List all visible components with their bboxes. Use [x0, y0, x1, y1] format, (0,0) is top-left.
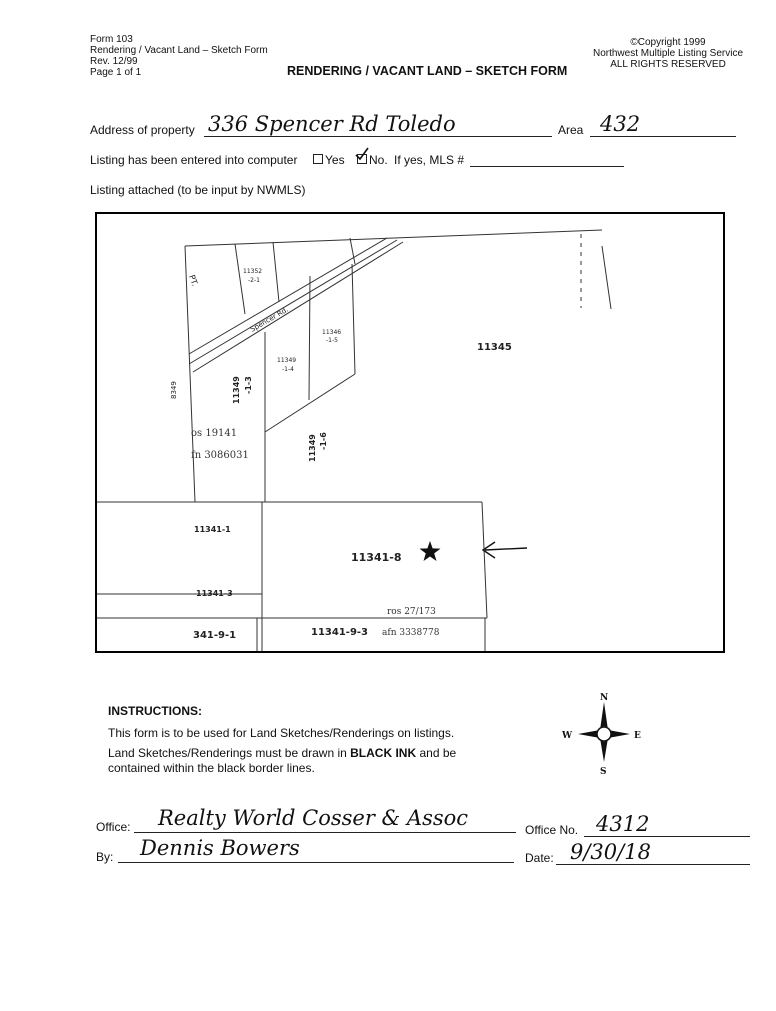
form-description: Rendering / Vacant Land – Sketch Form [90, 45, 268, 56]
address-value[interactable]: 336 Spencer Rd Toledo [208, 112, 456, 136]
parcel-11346: 11346 [322, 329, 342, 336]
organization: Northwest Multiple Listing Service [592, 48, 744, 59]
form-title: RENDERING / VACANT LAND – SKETCH FORM [287, 64, 568, 78]
compass-w: W [562, 731, 573, 741]
instructions-heading: INSTRUCTIONS: [108, 704, 202, 718]
parcel-11349-b: 11349 [232, 376, 241, 404]
date-label: Date: [525, 851, 554, 865]
office-underline [134, 832, 516, 833]
area-label: Area [558, 123, 584, 137]
parcel-11352-sub: -2-1 [248, 277, 260, 284]
parcel-11349-a-sub: -1-4 [282, 366, 294, 373]
office-no-underline [584, 836, 750, 837]
instructions-line-3: contained within the black border lines. [108, 761, 315, 775]
parcel-11341-3: 11341-3 [196, 589, 233, 598]
copyright-block [588, 37, 748, 70]
date-underline [556, 864, 750, 865]
afn-note-2: afn 3338778 [382, 628, 440, 638]
parcel-11349-b-sub: -1-3 [244, 376, 253, 394]
revision: Rev. 12/99 [90, 56, 138, 67]
parcel-11346-sub: -1-5 [326, 337, 338, 344]
instructions-line-2 [108, 746, 456, 760]
ros-note-2: ros 27/173 [387, 607, 436, 617]
compass-e: E [634, 731, 641, 741]
ros-note-1: os 19141 [191, 428, 238, 439]
mls-underline [470, 166, 624, 167]
parcel-left-number: 8349 [170, 381, 178, 399]
afn-note-1: fn 3086031 [191, 450, 249, 461]
sketch-area [95, 212, 725, 653]
parcel-11349-a: 11349 [277, 357, 297, 364]
parcel-pt: PT. [187, 273, 200, 288]
compass-n: N [600, 693, 609, 703]
copyright: ©Copyright 1999 [630, 37, 706, 48]
parcel-11352: 11352 [243, 268, 263, 275]
instructions-line-1: This form is to be used for Land Sketches/Renderings on listings. [108, 726, 455, 740]
no-label: No. [369, 153, 388, 167]
listing-attached-label: Listing attached (to be input by NWMLS) [90, 183, 306, 197]
by-label: By: [96, 850, 114, 864]
page-count: Page 1 of 1 [90, 67, 142, 78]
compass-rose-icon [556, 692, 652, 778]
by-value[interactable]: Dennis Bowers [140, 836, 300, 860]
yes-label: Yes [325, 153, 345, 167]
star-icon [420, 541, 441, 561]
office-value[interactable]: Realty World Cosser & Assoc [158, 806, 469, 830]
office-no-value[interactable]: 4312 [596, 812, 650, 836]
compass-s: S [600, 767, 607, 777]
parcel-11341-1: 11341-1 [194, 525, 231, 534]
instructions-line-2c: and be [416, 746, 457, 760]
form-number: Form 103 [90, 34, 133, 45]
address-label: Address of property [90, 123, 195, 137]
office-label: Office: [96, 820, 131, 834]
listing-entered-label: Listing has been entered into computer [90, 153, 298, 167]
parcel-11345: 11345 [477, 342, 512, 353]
office-no-label: Office No. [525, 823, 579, 837]
rights: ALL RIGHTS RESERVED [610, 59, 726, 70]
date-value[interactable]: 9/30/18 [570, 840, 651, 864]
parcel-11341-8: 11341-8 [351, 551, 402, 564]
check-mark-icon [354, 146, 370, 162]
form-info [90, 34, 268, 78]
mls-label: If yes, MLS # [394, 153, 465, 167]
road-label: Spencer Rd. [249, 305, 290, 334]
address-underline [204, 136, 552, 137]
black-ink-emphasis: BLACK INK [350, 746, 417, 760]
yes-checkbox[interactable] [313, 154, 323, 164]
area-underline [590, 136, 736, 137]
parcel-map [97, 214, 723, 651]
by-underline [118, 862, 514, 863]
parcel-341-9-1: 341-9-1 [193, 630, 237, 641]
parcel-11349-c: 11349 [308, 434, 317, 462]
parcel-11341-9-3: 11341-9-3 [311, 627, 369, 638]
arrow-icon [483, 542, 527, 558]
instructions-line-2a: Land Sketches/Renderings must be drawn in [108, 746, 351, 760]
area-value[interactable]: 432 [600, 112, 641, 136]
parcel-11349-c-sub: -1-6 [319, 432, 328, 450]
